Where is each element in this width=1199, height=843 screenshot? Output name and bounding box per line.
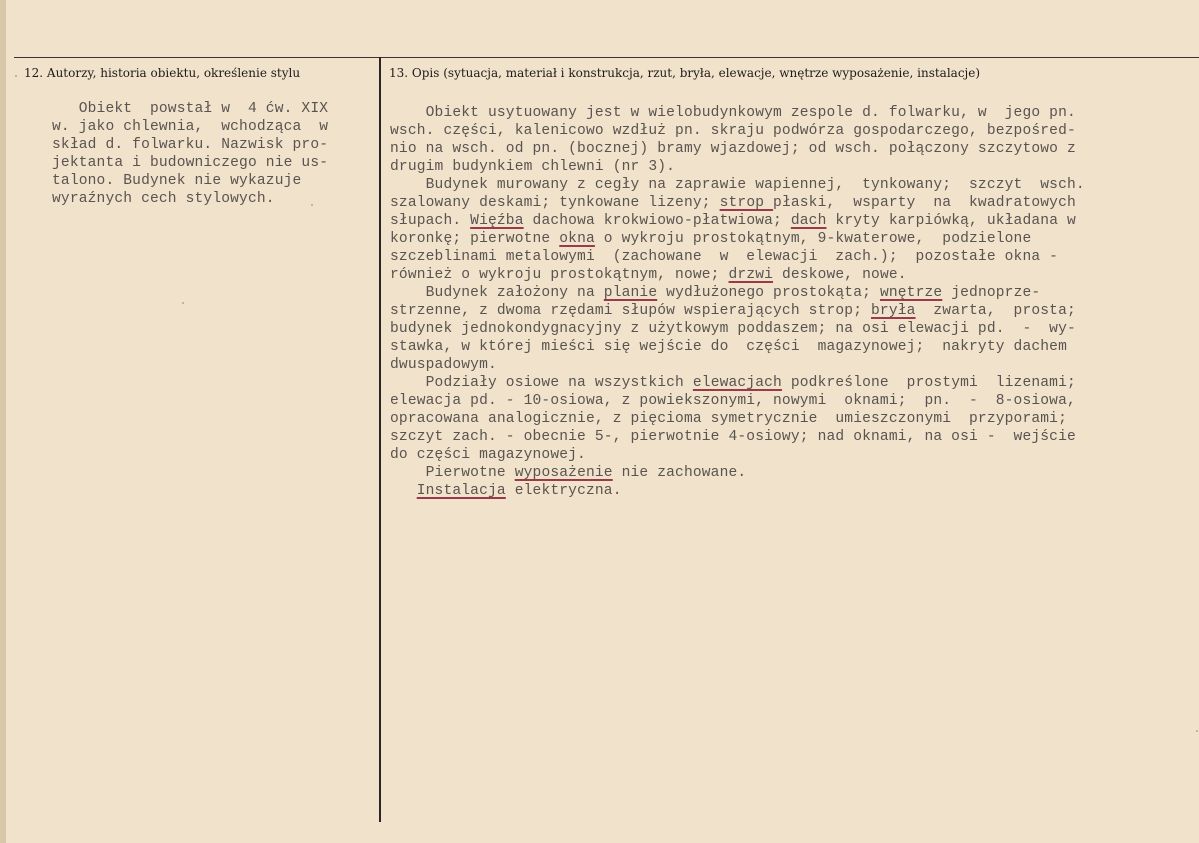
text-segment: nio na wsch. od pn. (bocznej) bramy wjazdowej; od wsch. połączony szczytowo z	[390, 141, 1076, 157]
top-rule	[14, 57, 1199, 58]
underlined-term: wyposażenie	[514, 465, 613, 481]
section-13-line	[390, 428, 1085, 446]
section-12-line: w. jako chlewnia, wchodząca w	[52, 119, 329, 135]
underlined-term: strop	[719, 195, 774, 211]
text-segment: wydłużonego prostokąta;	[657, 285, 880, 301]
section-13-line	[390, 410, 1085, 428]
section-12-text	[52, 100, 328, 208]
text-segment: Budynek założony na	[390, 285, 604, 301]
paper-speck	[1196, 730, 1198, 732]
section-13-line	[390, 374, 1085, 392]
section-13-line	[390, 356, 1085, 374]
section-13-line	[390, 104, 1085, 122]
text-segment: dwuspadowym.	[390, 357, 497, 373]
section-12-line: jektanta i budowniczego nie us-	[52, 155, 329, 171]
text-segment: wsch. części, kalenicowo wzdłuż pn. skraju podwórza gospodarczego, bezpośred-	[390, 123, 1076, 139]
underlined-term: wnętrze	[879, 285, 943, 301]
section-12-line: Obiekt powstał w 4 ćw. XIX	[52, 101, 329, 117]
underlined-term: Więźba	[470, 213, 524, 229]
section-13-line	[390, 230, 1085, 248]
text-segment: słupach.	[390, 213, 471, 229]
section-13-line	[390, 464, 1085, 482]
paper-speck	[15, 75, 17, 77]
text-segment: strzenne, z dwoma rzędami słupów wspierających strop;	[390, 303, 872, 319]
section-12-heading: 12. Autorzy, historia obiektu, określenie stylu	[24, 66, 301, 80]
section-13-line	[390, 338, 1085, 356]
text-segment: budynek jednokondygnacyjny z użytkowym poddaszem; na osi elewacji pd. - wy-	[390, 321, 1076, 337]
section-13-text	[390, 104, 1085, 500]
text-segment: podkreślone prostymi lizenami;	[781, 375, 1076, 391]
section-13-line	[390, 482, 1085, 500]
underlined-term: bryła	[871, 303, 916, 319]
text-segment: do części magazynowej.	[390, 447, 586, 463]
section-13-line	[390, 392, 1085, 410]
text-segment: stawka, w której mieści się wejście do części magazynowej; nakryty dachem	[390, 339, 1067, 355]
section-13-line	[390, 158, 1085, 176]
section-13-line	[390, 446, 1085, 464]
section-13-line	[390, 194, 1085, 212]
section-13-line	[390, 140, 1085, 158]
text-segment: Pierwotne	[390, 465, 515, 481]
text-segment: płaski, wsparty na kwadratowych	[773, 195, 1076, 211]
section-12-line: talono. Budynek nie wykazuje	[52, 173, 302, 189]
text-segment: Podziały osiowe na wszystkich	[390, 375, 693, 391]
underlined-term: okna	[559, 231, 595, 247]
text-segment: nie zachowane.	[612, 465, 747, 481]
section-13-line	[390, 176, 1085, 194]
text-segment: koronkę; pierwotne	[390, 231, 560, 247]
section-13-line	[390, 302, 1085, 320]
underlined-term: Instalacja	[416, 483, 506, 499]
text-segment	[390, 483, 417, 499]
section-13-line	[390, 212, 1085, 230]
section-13-line	[390, 266, 1085, 284]
text-segment: o wykroju prostokątnym, 9-kwaterowe, podzielone	[594, 231, 1032, 247]
column-divider	[379, 57, 381, 822]
text-segment: kryty karpiówką, układana w	[826, 213, 1076, 229]
section-13-line	[390, 320, 1085, 338]
text-segment: szczyt zach. - obecnie 5-, pierwotnie 4-osiowy; nad oknami, na osi - wejście	[390, 429, 1076, 445]
text-segment: deskowe, nowe.	[773, 267, 907, 283]
underlined-term: drzwi	[728, 267, 774, 283]
text-segment: jednoprze-	[942, 285, 1041, 301]
text-segment: również o wykroju prostokątnym, nowe;	[390, 267, 729, 283]
section-13-line	[390, 122, 1085, 140]
underlined-term: elewacjach	[692, 375, 782, 391]
text-segment: drugim budynkiem chlewni (nr 3).	[390, 159, 676, 175]
section-13-line	[390, 248, 1085, 266]
paper-speck	[311, 204, 313, 206]
underlined-term: dach	[790, 213, 827, 229]
paper-speck	[182, 302, 184, 304]
section-13-heading: 13. Opis (sytuacja, materiał i konstrukcja, rzut, bryła, elewacje, wnętrze wyposażenie, instalacje)	[389, 66, 981, 80]
section-12-line: skład d. folwarku. Nazwisk pro-	[52, 137, 329, 153]
section-12-line: wyraźnych cech stylowych.	[52, 191, 275, 207]
text-segment: Budynek murowany z cegły na zaprawie wapiennej, tynkowany; szczyt wsch.	[390, 177, 1085, 193]
text-segment: dachowa krokwiowo-płatwiowa;	[523, 213, 791, 229]
text-segment: szczeblinami metalowymi (zachowane w elewacji zach.); pozostałe okna -	[390, 249, 1059, 265]
text-segment: Obiekt usytuowany jest w wielobudynkowym zespole d. folwarku, w jego pn.	[390, 105, 1076, 121]
text-segment: zwarta, prosta;	[915, 303, 1076, 319]
text-segment: elektryczna.	[505, 483, 622, 499]
text-segment: elewacja pd. - 10-osiowa, z powiekszonymi, nowymi oknami; pn. - 8-osiowa,	[390, 393, 1076, 409]
section-13-line	[390, 284, 1085, 302]
text-segment: opracowana analogicznie, z pięcioma symetrycznie umieszczonymi przyporami;	[390, 411, 1067, 427]
text-segment: szalowany deskami; tynkowane lizeny;	[390, 195, 720, 211]
underlined-term: planie	[603, 285, 658, 301]
